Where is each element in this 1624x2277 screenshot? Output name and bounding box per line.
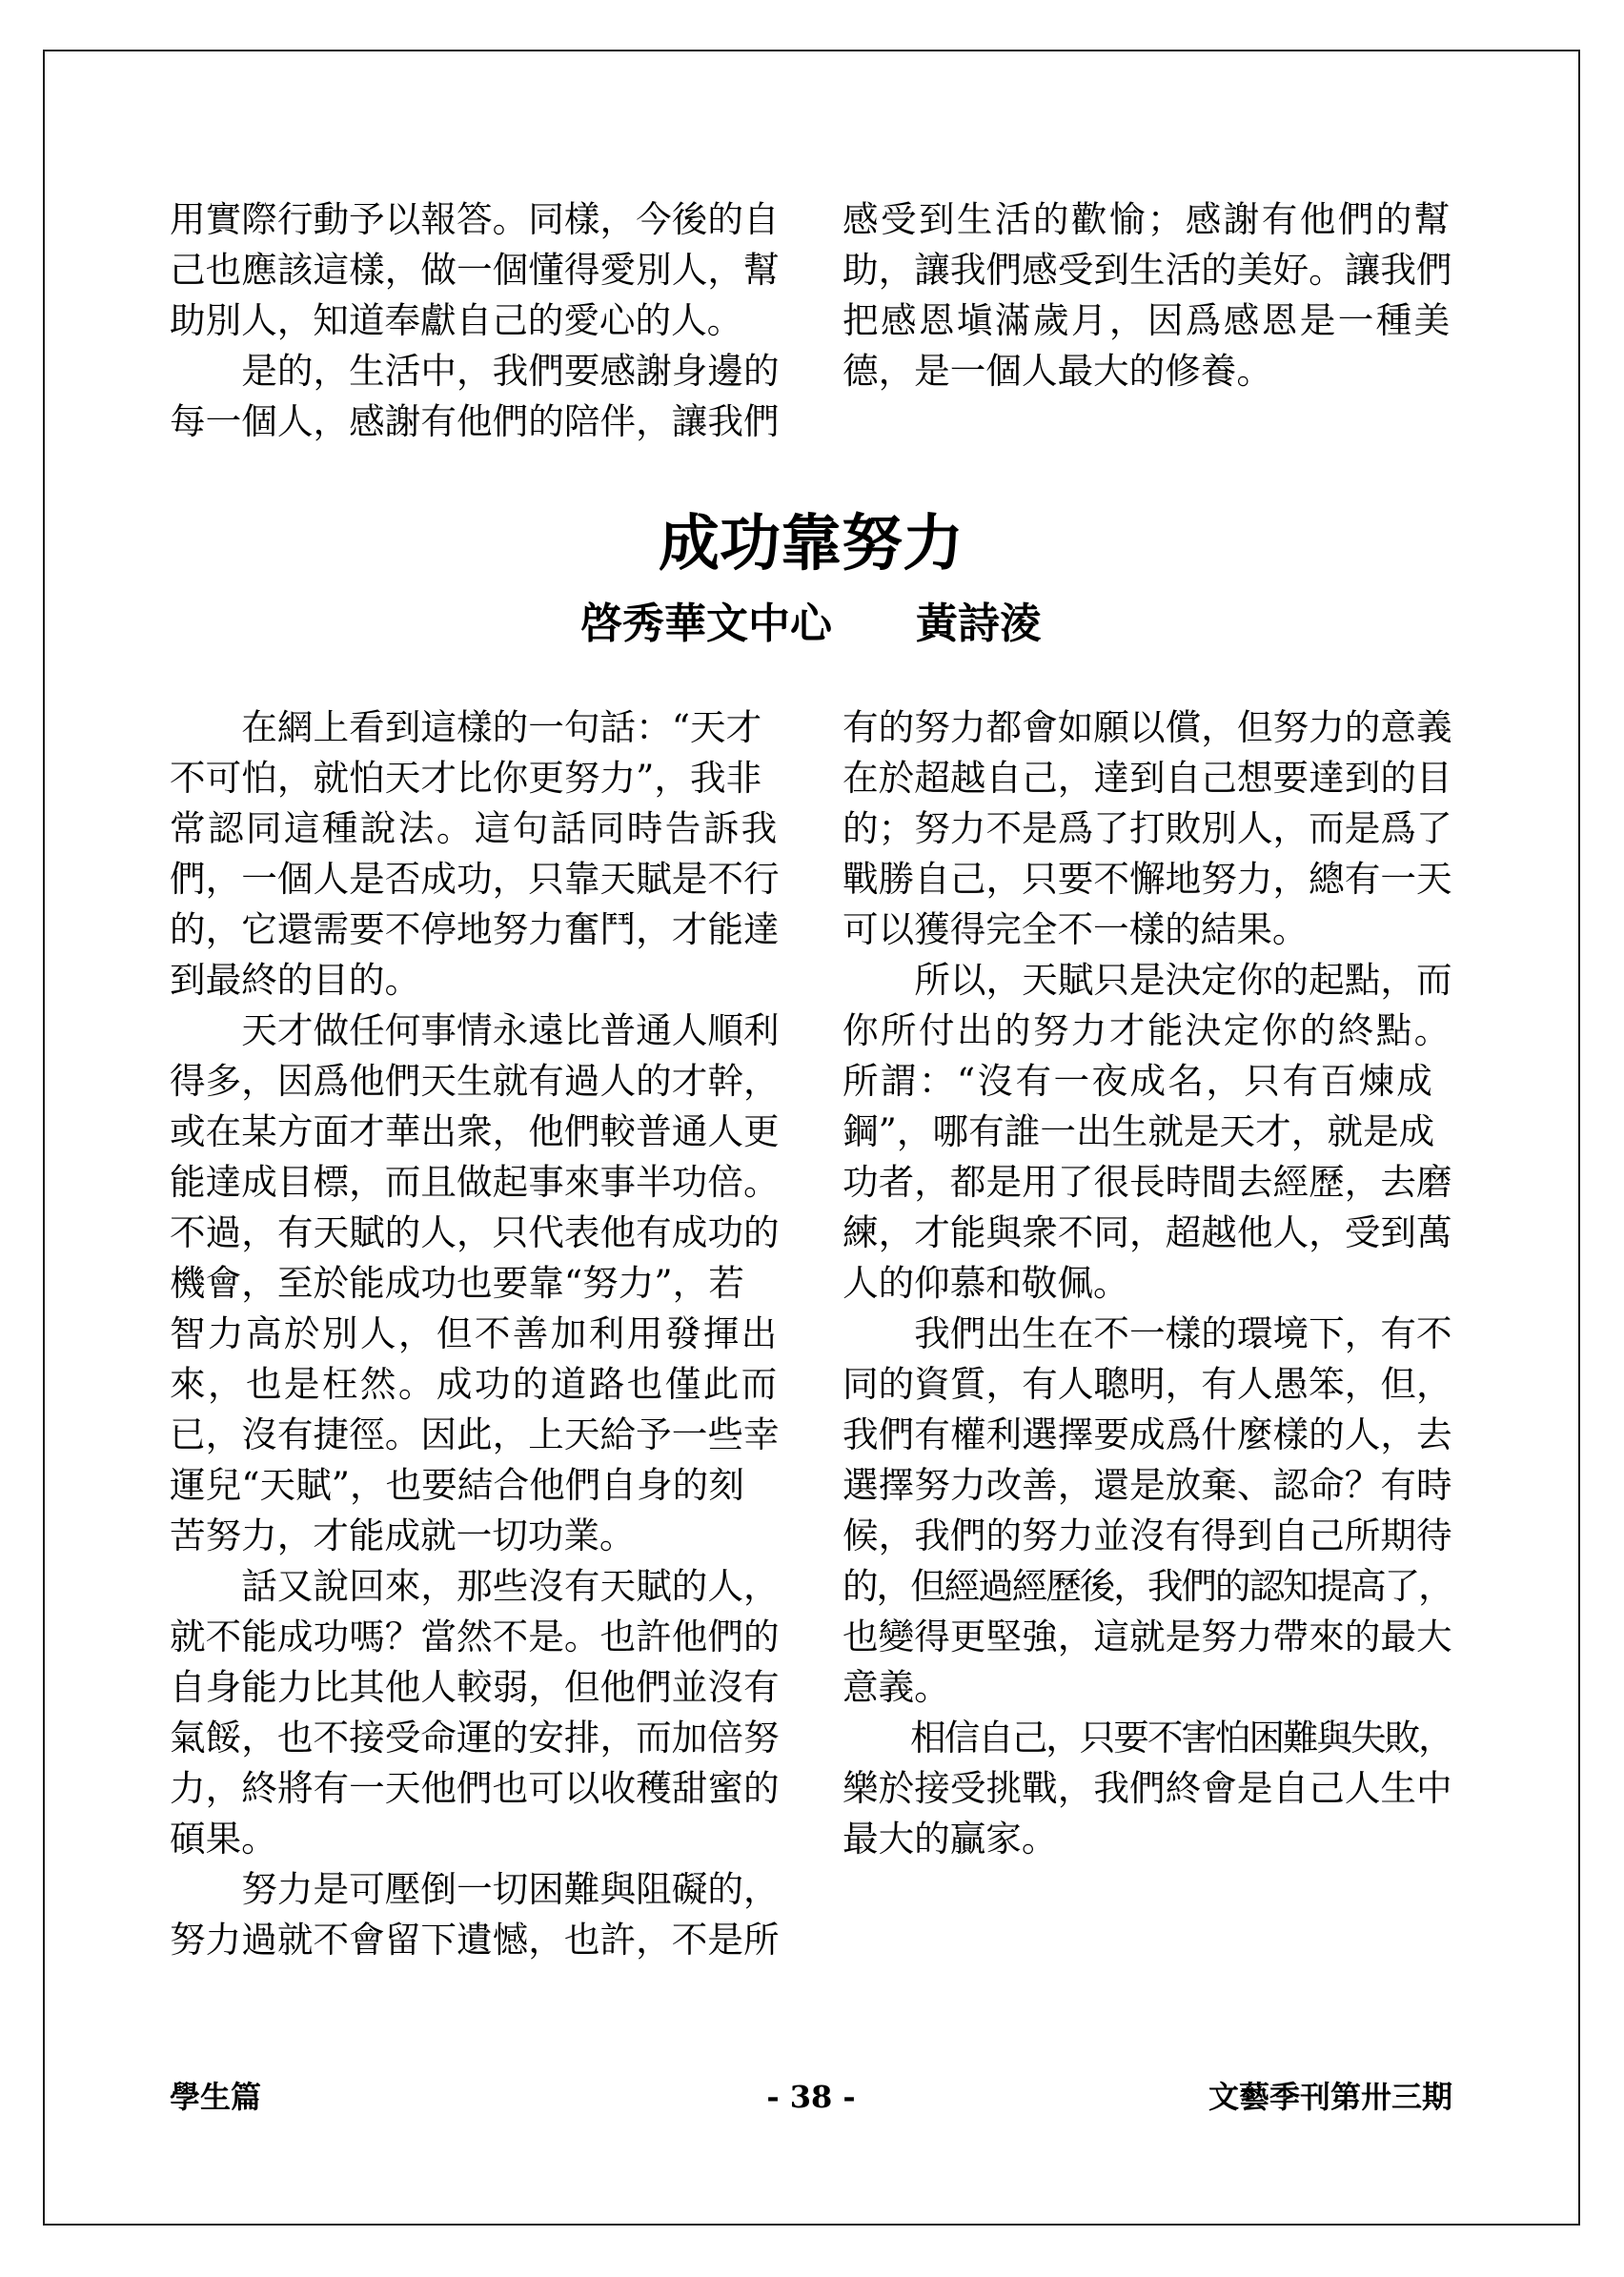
text-line: 就不能成功嗎？當然不是。也許他們的 — [170, 1616, 780, 1657]
text-line: 能達成目標，而且做起事來事半功倍。 — [170, 1161, 780, 1203]
text-line: 努力過就不會留下遺憾，也許，不是所 — [170, 1919, 780, 1961]
text-line: 不可怕，就怕天才比你更努力”，我非 — [170, 757, 762, 799]
text-line: 所謂：“沒有一夜成名，只有百煉成 — [842, 1060, 1435, 1102]
text-line: 所以，天賦只是決定你的起點，而 — [842, 959, 1452, 1001]
text-line: 在於超越自己，達到自己想要達到的目 — [842, 757, 1452, 799]
continued-article-right-column — [842, 194, 1452, 396]
text-line: 最大的贏家。 — [842, 1818, 1058, 1860]
text-line: 己也應該這樣，做一個懂得愛別人，幫 — [170, 249, 780, 291]
text-line: 們，一個人是否成功，只靠天賦是不行 — [170, 858, 780, 900]
text-line: 天才做任何事情永遠比普通人順利 — [170, 1009, 780, 1051]
article-right-column — [842, 702, 1452, 1864]
text-line: 得多，因爲他們天生就有過人的才幹， — [170, 1060, 780, 1102]
text-line: 話又說回來，那些沒有天賦的人， — [170, 1565, 780, 1607]
text-line: 氣餒，也不接受命運的安排，而加倍努 — [170, 1717, 780, 1759]
text-line: 戰勝自己，只要不懈地努力，總有一天 — [842, 858, 1452, 900]
text-line: 在網上看到這樣的一句話：“天才 — [170, 706, 762, 748]
text-line: 努力是可壓倒一切困難與阻礙的， — [170, 1868, 780, 1910]
text-line: 樂於接受挑戰，我們終會是自己人生中 — [842, 1767, 1452, 1809]
text-line: 的，它還需要不停地努力奮鬥，才能達 — [170, 908, 780, 950]
text-line: 德，是一個人最大的修養。 — [842, 350, 1272, 392]
text-line: 同的資質，有人聰明，有人愚笨，但， — [842, 1363, 1452, 1405]
text-line: 苦努力，才能成就一切功業。 — [170, 1515, 636, 1556]
text-line: 的；努力不是爲了打敗別人，而是爲了 — [842, 807, 1452, 849]
text-line: 智力高於別人，但不善加利用發揮出 — [170, 1312, 780, 1354]
text-line: 助別人，知道奉獻自己的愛心的人。 — [170, 299, 743, 341]
text-line: 感受到生活的歡愉；感謝有他們的幫 — [842, 198, 1452, 240]
text-line: 或在某方面才華出衆，他們較普通人更 — [170, 1110, 780, 1152]
text-line: 也變得更堅強，這就是努力帶來的最大 — [842, 1616, 1452, 1657]
footer-page-number: - 38 - — [766, 2079, 856, 2115]
text-line: 人的仰慕和敬佩。 — [842, 1262, 1129, 1304]
text-line: 常認同這種說法。這句話同時告訴我 — [170, 807, 780, 849]
text-line: 來，也是枉然。成功的道路也僅此而 — [170, 1363, 780, 1405]
text-line: 練，才能與衆不同，超越他人，受到萬 — [842, 1211, 1452, 1253]
text-line: 不過，有天賦的人，只代表他有成功的 — [170, 1211, 780, 1253]
text-line: 是的，生活中，我們要感謝身邊的 — [170, 350, 780, 392]
text-line: 每一個人，感謝有他們的陪伴，讓我們 — [170, 400, 780, 442]
text-line: 意義。 — [842, 1666, 950, 1708]
text-line: 可以獲得完全不一樣的結果。 — [842, 908, 1309, 950]
text-line: 選擇努力改善，還是放棄、認命？有時 — [842, 1464, 1452, 1506]
text-line: 我們出生在不一樣的環境下，有不 — [842, 1312, 1452, 1354]
text-line: 力，終將有一天他們也可以收穫甜蜜的 — [170, 1767, 780, 1809]
footer-journal-label: 文藝季刊第卅三期 — [1208, 2079, 1452, 2115]
text-line: 運兒“天賦”，也要結合他們自身的刻 — [170, 1464, 744, 1506]
text-line: 我們有權利選擇要成爲什麼樣的人，去 — [842, 1413, 1452, 1455]
text-line: 功者，都是用了很長時間去經歷，去磨 — [842, 1161, 1452, 1203]
text-line: 已，沒有捷徑。因此，上天給予一些幸 — [170, 1413, 780, 1455]
text-line: 用實際行動予以報答。同樣，今後的自 — [170, 198, 780, 240]
text-line: 助，讓我們感受到生活的美好。讓我們 — [842, 249, 1452, 291]
text-line: 把感恩塡滿歲月，因爲感恩是一種美 — [842, 299, 1452, 341]
text-line: 候，我們的努力並沒有得到自己所期待 — [842, 1515, 1452, 1556]
text-line: 有的努力都會如願以償，但努力的意義 — [842, 706, 1452, 748]
footer-section-label: 學生篇 — [170, 2079, 262, 2115]
text-line: 碩果。 — [170, 1818, 277, 1860]
article-title: 成功靠努力 — [659, 508, 964, 579]
text-line: 相信自己，只要不害怕困難與失敗， — [842, 1717, 1452, 1759]
text-line: 你所付出的努力才能決定你的終點。 — [842, 1009, 1452, 1051]
article-left-column — [170, 702, 780, 1965]
text-line: 的，但經過經歷後，我們的認知提高了， — [842, 1565, 1452, 1607]
text-line: 機會，至於能成功也要靠“努力”，若 — [170, 1262, 744, 1304]
article-byline: 啓秀華文中心 黃詩淩 — [580, 600, 1042, 648]
continued-article-left-column — [170, 194, 780, 447]
footer — [170, 2078, 1452, 2116]
text-line: 鋼”，哪有誰一出生就是天才，就是成 — [842, 1110, 1435, 1152]
text-line: 到最終的目的。 — [170, 959, 421, 1001]
text-line: 自身能力比其他人較弱，但他們並沒有 — [170, 1666, 780, 1708]
